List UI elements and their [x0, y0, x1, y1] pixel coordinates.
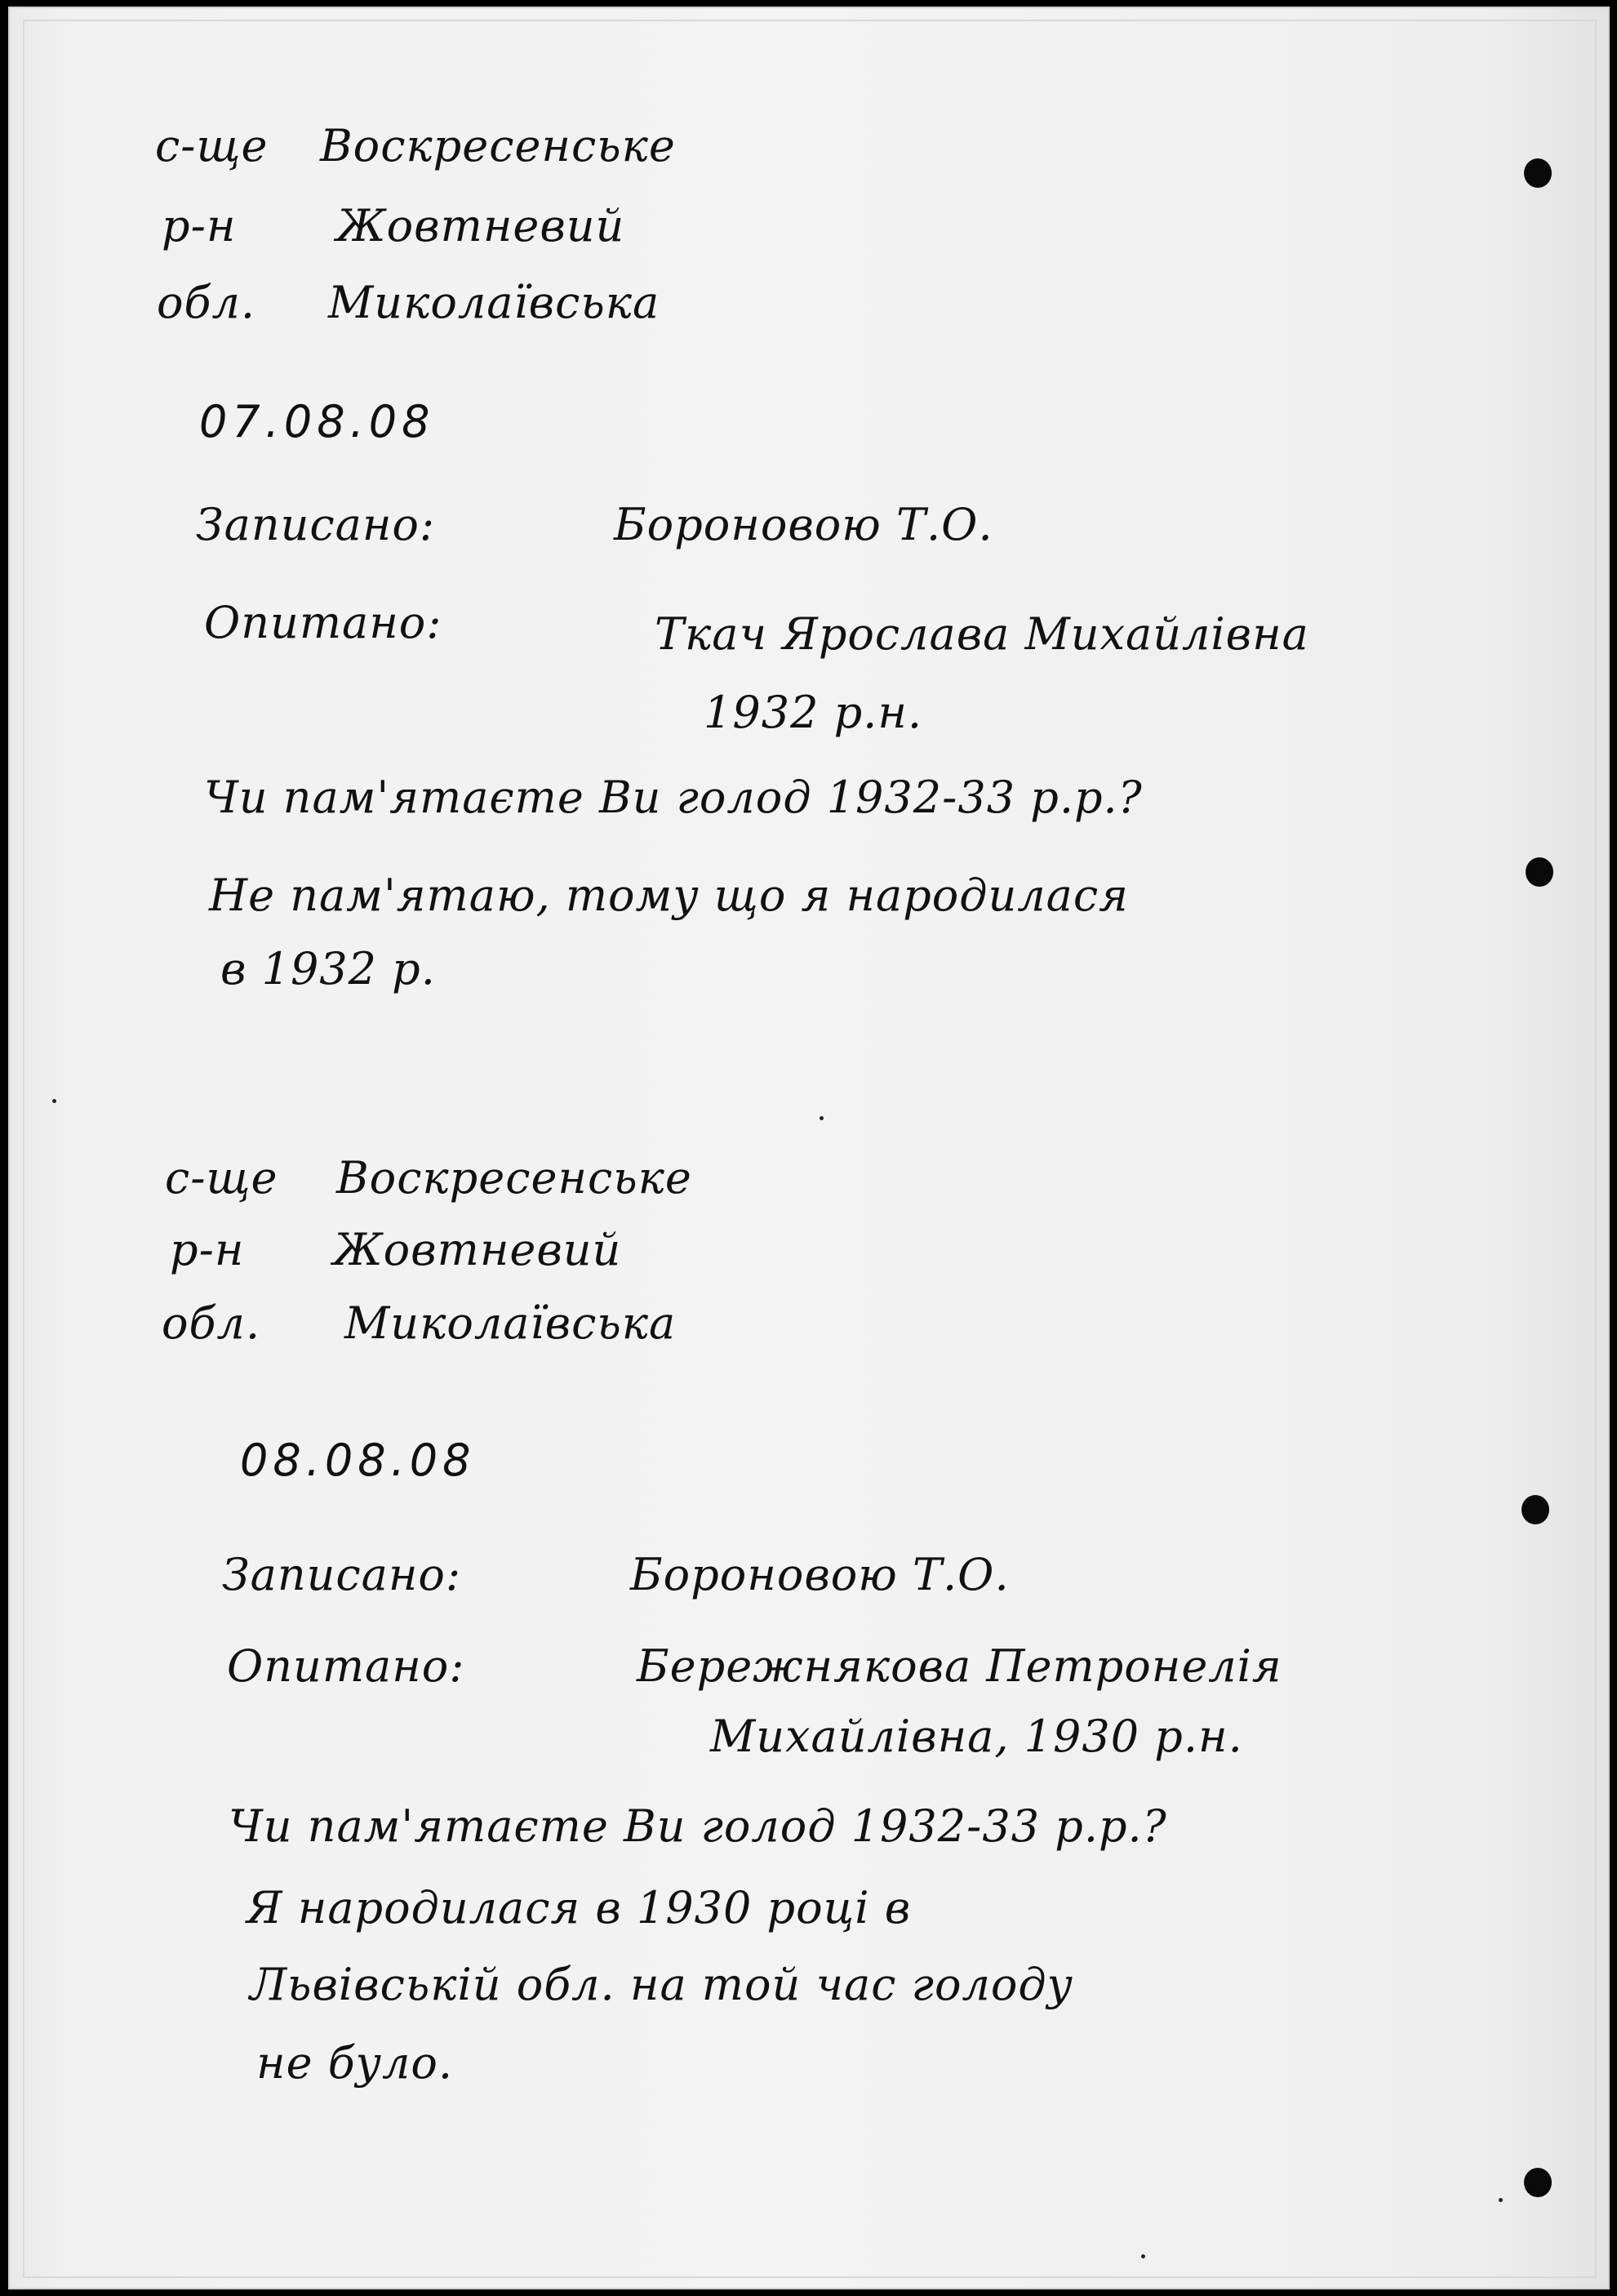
interviewee-birth: Михайлівна, 1930 р.н. [710, 1711, 1243, 1762]
answer-line-3: не було. [256, 2037, 454, 2089]
speck [1499, 2198, 1503, 2202]
punch-hole-4 [1524, 2168, 1552, 2197]
punch-hole-3 [1521, 1495, 1549, 1524]
recorded-by-value: Бороновою Т.О. [630, 1549, 1010, 1600]
location-settlement-label: с-ще [165, 1152, 278, 1204]
speck [52, 1099, 56, 1103]
location-region-value: Миколаївська [344, 1297, 677, 1349]
answer-line-2: в 1932 р. [220, 943, 436, 994]
punch-hole-1 [1524, 158, 1552, 188]
interviewee-birth: 1932 р.н. [704, 687, 923, 738]
page-border [23, 20, 1597, 2278]
speck [1141, 2254, 1145, 2258]
question-text: Чи пам'ятаєте Ви голод 1932-33 р.р.? [229, 1800, 1167, 1852]
location-settlement-value: Воскресенське [336, 1152, 692, 1204]
record-date: 08.08.08 [240, 1435, 476, 1486]
interviewee-name: Ткач Ярослава Михайлівна [655, 608, 1309, 660]
question-text: Чи пам'ятаєте Ви голод 1932-33 р.р.? [204, 772, 1143, 823]
location-region-label: обл. [157, 277, 256, 328]
speck [820, 1116, 824, 1120]
location-region-label: обл. [162, 1297, 261, 1349]
record-date: 07.08.08 [199, 396, 435, 447]
answer-line-1: Я народилася в 1930 році в [247, 1882, 912, 1933]
recorded-by-label: Записано: [222, 1549, 462, 1600]
answer-line-2: Львівській обл. на той час голоду [250, 1959, 1073, 2010]
location-region-value: Миколаївська [328, 277, 660, 328]
punch-hole-2 [1526, 857, 1553, 887]
recorded-by-value: Бороновою Т.О. [614, 499, 993, 550]
location-district-value: Жовтневий [333, 1224, 622, 1275]
location-settlement-label: с-ще [155, 120, 269, 171]
recorded-by-label: Записано: [196, 499, 436, 550]
scanned-page [8, 7, 1610, 2289]
location-settlement-value: Воскресенське [320, 120, 676, 171]
interviewee-label: Опитано: [227, 1640, 465, 1692]
location-district-label: р-н [162, 200, 237, 251]
interviewee-name: Бережнякова Петронелія [637, 1640, 1282, 1692]
location-district-label: р-н [170, 1224, 245, 1275]
location-district-value: Жовтневий [336, 200, 625, 251]
interviewee-label: Опитано: [204, 597, 442, 648]
answer-line-1: Не пам'ятаю, тому що я народилася [209, 870, 1129, 921]
